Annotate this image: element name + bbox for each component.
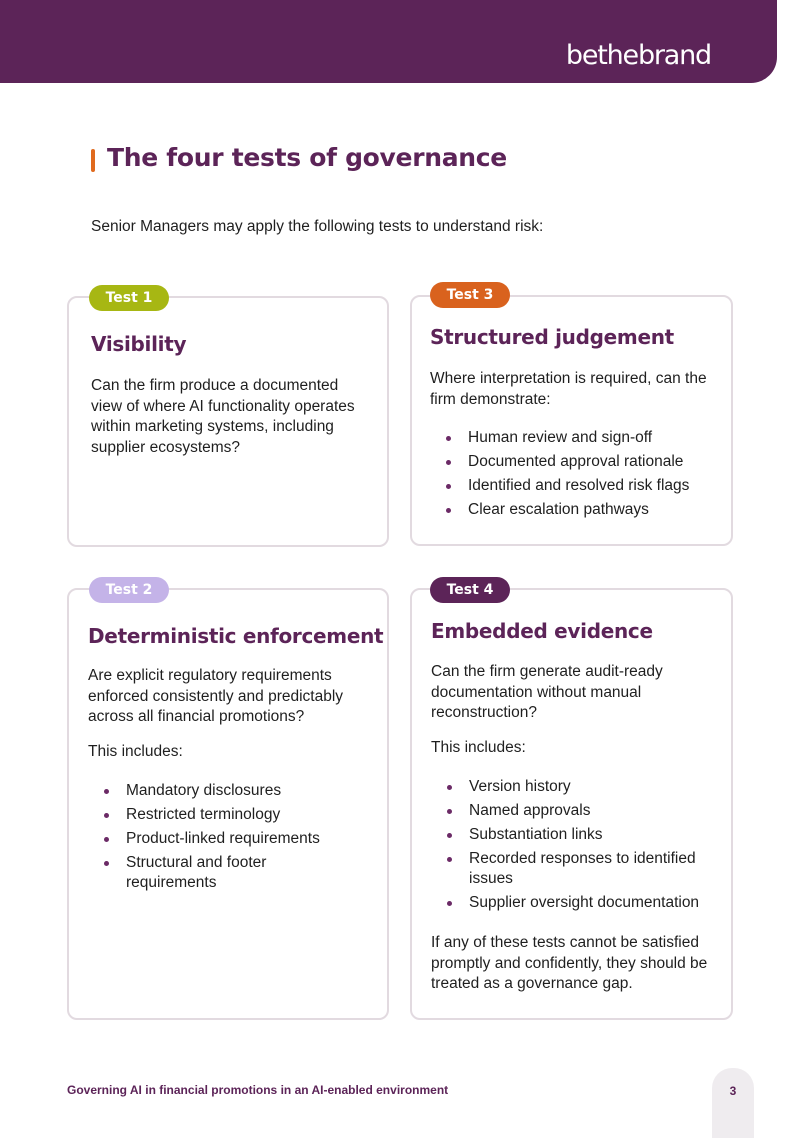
list-item-text: Version history bbox=[469, 778, 571, 795]
list-item bbox=[430, 452, 725, 472]
test4-bullet-list bbox=[431, 777, 716, 917]
list-item-text: Mandatory disclosures bbox=[126, 782, 282, 799]
test1-badge: Test 1 bbox=[89, 285, 169, 311]
list-item-text: Documented approval rationale bbox=[468, 453, 684, 470]
list-item-text: Restricted terminology bbox=[126, 806, 281, 823]
list-item bbox=[430, 500, 725, 520]
list-item-text: Human review and sign-off bbox=[468, 429, 653, 446]
page-number: 3 bbox=[729, 1084, 737, 1098]
list-item-text: Named approvals bbox=[469, 802, 591, 819]
list-item-text: Clear escalation pathways bbox=[468, 501, 649, 518]
bullet-dot bbox=[447, 809, 452, 814]
test3-paragraph: Where interpretation is required, can the firm demonstrate: bbox=[430, 370, 707, 408]
bullet-dot bbox=[104, 861, 109, 866]
test4-badge: Test 4 bbox=[430, 577, 510, 603]
bullet-dot bbox=[446, 508, 451, 513]
test1-card bbox=[67, 296, 389, 547]
test4-title: Embedded evidence bbox=[431, 619, 653, 643]
list-item bbox=[431, 825, 716, 845]
list-item bbox=[88, 781, 378, 801]
bullet-dot bbox=[447, 901, 452, 906]
bullet-dot bbox=[104, 789, 109, 794]
test3-title: Structured judgement bbox=[430, 325, 674, 349]
title-accent-bar bbox=[91, 149, 95, 172]
list-item-text: Product-linked requirements bbox=[126, 830, 320, 847]
list-item-text: Structural and footer requirements bbox=[126, 854, 267, 891]
list-item bbox=[88, 805, 378, 825]
test4-card bbox=[410, 588, 733, 1020]
test2-includes-label: This includes: bbox=[88, 743, 183, 760]
test3-card bbox=[410, 295, 733, 546]
list-item bbox=[430, 428, 725, 448]
bullet-dot bbox=[446, 460, 451, 465]
header-banner bbox=[0, 0, 777, 83]
bullet-dot bbox=[446, 484, 451, 489]
test2-paragraph: Are explicit regulatory requirements enforced consistently and predictably across all financial promotions? bbox=[88, 667, 344, 725]
bullet-dot bbox=[104, 813, 109, 818]
test4-paragraph: Can the firm generate audit-ready documentation without manual reconstruction? bbox=[431, 663, 663, 721]
test3-badge: Test 3 bbox=[430, 282, 510, 308]
test2-badge: Test 2 bbox=[89, 577, 169, 603]
list-item-text: Supplier oversight documentation bbox=[469, 894, 700, 911]
bullet-dot bbox=[446, 436, 451, 441]
list-item bbox=[431, 777, 716, 797]
list-item-text: Identified and resolved risk flags bbox=[468, 477, 690, 494]
test4-includes-label: This includes: bbox=[431, 739, 526, 756]
list-item bbox=[431, 893, 716, 913]
page-title: The four tests of governance bbox=[107, 143, 507, 172]
bullet-dot bbox=[447, 833, 452, 838]
list-item bbox=[88, 853, 316, 893]
test2-card bbox=[67, 588, 389, 1020]
page-number-tab bbox=[712, 1068, 754, 1138]
intro-text: Senior Managers may apply the following tests to understand risk: bbox=[91, 218, 544, 235]
test4-closing-text: If any of these tests cannot be satisfied promptly and confidently, they should be treated as a governance gap. bbox=[431, 934, 708, 992]
list-item bbox=[430, 476, 725, 496]
list-item bbox=[88, 829, 378, 849]
test2-title: Deterministic enforcement bbox=[88, 624, 384, 648]
list-item bbox=[431, 801, 716, 821]
bullet-dot bbox=[447, 785, 452, 790]
brand-logo: bethebrand bbox=[565, 40, 711, 71]
bullet-dot bbox=[104, 837, 109, 842]
footer-text: Governing AI in financial promotions in an AI-enabled environment bbox=[67, 1083, 449, 1097]
list-item-text: Substantiation links bbox=[469, 826, 603, 843]
test1-paragraph: Can the firm produce a documented view of where AI functionality operates within marketing systems, including supplier ecosystems? bbox=[91, 377, 355, 456]
list-item-text: Recorded responses to identified issues bbox=[469, 850, 696, 887]
list-item bbox=[431, 849, 716, 889]
test3-bullet-list bbox=[430, 428, 725, 524]
test2-bullet-list bbox=[88, 781, 378, 897]
test1-title: Visibility bbox=[91, 332, 187, 356]
bullet-dot bbox=[447, 857, 452, 862]
